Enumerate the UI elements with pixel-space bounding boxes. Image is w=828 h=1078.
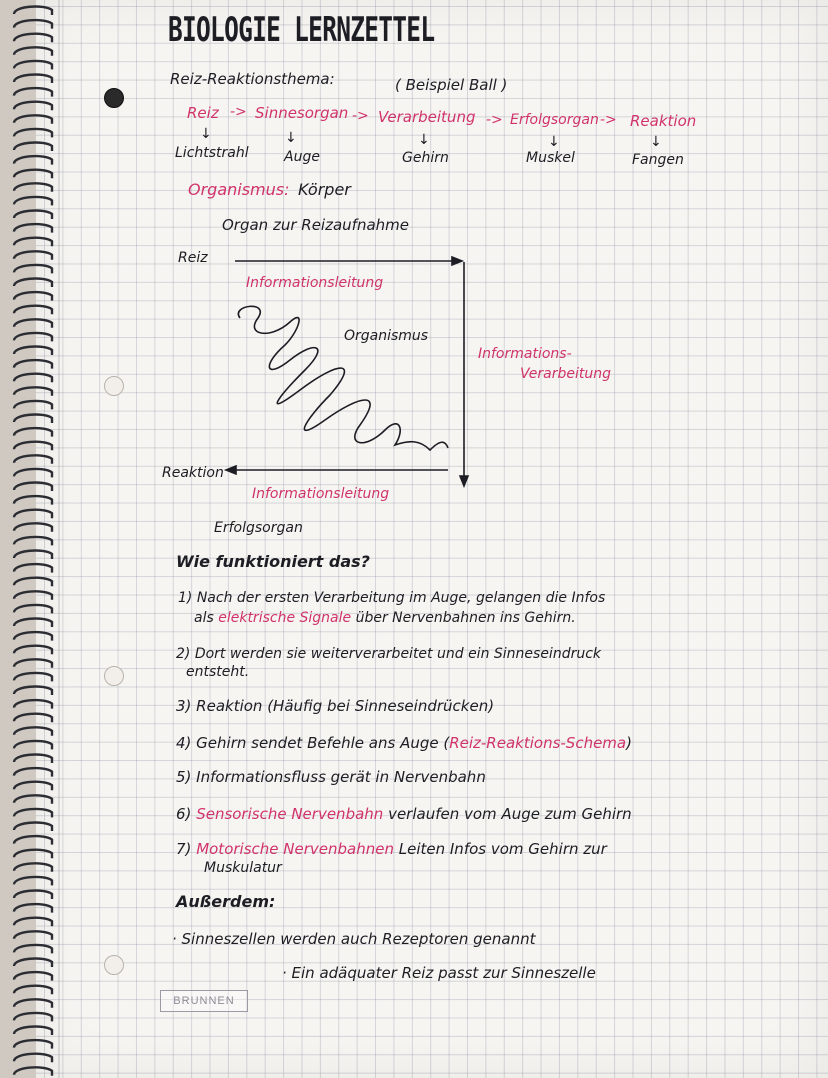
point-2-line1: 2) Dort werden sie weiterverarbeitet und ein Sinneseindruck [176, 646, 602, 662]
point-7-pink: Motorische Nervenbahnen [196, 840, 394, 858]
brunnen-logo [160, 990, 248, 1012]
question-heading: Wie funktioniert das? [176, 552, 370, 571]
point-5: 5) Informationsfluss gerät in Nervenbahn [176, 768, 486, 786]
point-6-pink: Sensorische Nervenbahn [196, 805, 384, 823]
chain-arrow: -> [486, 112, 503, 128]
chain-step: Verarbeitung [378, 108, 476, 126]
reiz-label: Reiz [178, 250, 208, 266]
chain-step: Reaktion [630, 112, 697, 130]
example-note: ( Beispiel Ball ) [395, 76, 508, 94]
top-arrow-head [452, 257, 462, 265]
point-7-num: 7) [176, 840, 192, 858]
organ-label: Organ zur Reizaufnahme [222, 216, 409, 234]
organismus-label: Organismus: [188, 180, 290, 199]
chain-example: Muskel [526, 150, 575, 166]
down-arrow: ↓ [548, 134, 560, 150]
point-7-line1 [176, 840, 607, 858]
point-7-line2: Muskulatur [204, 860, 282, 876]
bullet-1: · Sinneszellen werden auch Rezeptoren genannt [172, 930, 536, 948]
down-arrow: ↓ [285, 130, 297, 146]
chain-arrow: -> [230, 104, 247, 120]
chain-arrow: -> [600, 112, 617, 128]
point-3: 3) Reaktion (Häufig bei Sinneseindrücken) [176, 697, 495, 715]
point-1-pink: elektrische Signale [218, 610, 352, 626]
reaktion-label: Reaktion [162, 465, 224, 481]
organismus-value: Körper [298, 180, 351, 199]
bottom-arrow-head [226, 466, 236, 474]
down-arrow: ↓ [650, 134, 662, 150]
ausserdem-heading: Außerdem: [176, 892, 276, 911]
chain-example: Gehirn [402, 150, 449, 166]
organismus-diagram-label: Organismus [344, 328, 429, 344]
page-title: BIOLOGIE LERNZETTEL [168, 10, 435, 50]
point-2-line2: entsteht. [186, 664, 250, 680]
point-6 [176, 805, 632, 823]
point-4 [176, 734, 632, 752]
subtitle: Reiz-Reaktionsthema: [170, 70, 335, 88]
down-arrow: ↓ [200, 126, 212, 142]
point-7-post: Leiten Infos vom Gehirn zur [398, 840, 607, 858]
point-4-post: ) [626, 734, 632, 752]
info-verarbeitung-line1: Informations- [478, 346, 572, 362]
point-4-pink: Reiz-Reaktions-Schema [449, 734, 627, 752]
bullet-2: · Ein adäquater Reiz passt zur Sinneszelle [282, 964, 596, 982]
info-leitung-bottom: Informationsleitung [252, 486, 390, 502]
point-1-post: über Nervenbahnen ins Gehirn. [355, 610, 576, 626]
info-verarbeitung-line2: Verarbeitung [520, 366, 611, 382]
chain-example: Fangen [632, 152, 684, 168]
right-arrow-head [460, 476, 468, 486]
chain-arrow: -> [352, 108, 369, 124]
point-1-line1: 1) Nach der ersten Verarbeitung im Auge, gelangen die Infos [178, 590, 606, 606]
erfolgsorgan-label: Erfolgsorgan [214, 520, 303, 536]
point-4-pre: 4) Gehirn sendet Befehle ans Auge ( [176, 734, 450, 752]
point-6-post: verlaufen vom Auge zum Gehirn [388, 805, 632, 823]
point-6-num: 6) [176, 805, 192, 823]
point-1-line2 [194, 610, 576, 626]
chain-example: Auge [284, 149, 320, 165]
chain-step: Sinnesorgan [255, 104, 349, 122]
info-leitung-top: Informationsleitung [246, 275, 384, 291]
brand-text: BRUNNEN [173, 995, 235, 1007]
organismus-squiggle [238, 306, 448, 450]
chain-example: Lichtstrahl [175, 145, 249, 161]
down-arrow: ↓ [418, 132, 430, 148]
chain-step: Erfolgsorgan [510, 112, 599, 128]
point-1-pre: als [194, 610, 214, 626]
chain-step: Reiz [187, 104, 219, 122]
